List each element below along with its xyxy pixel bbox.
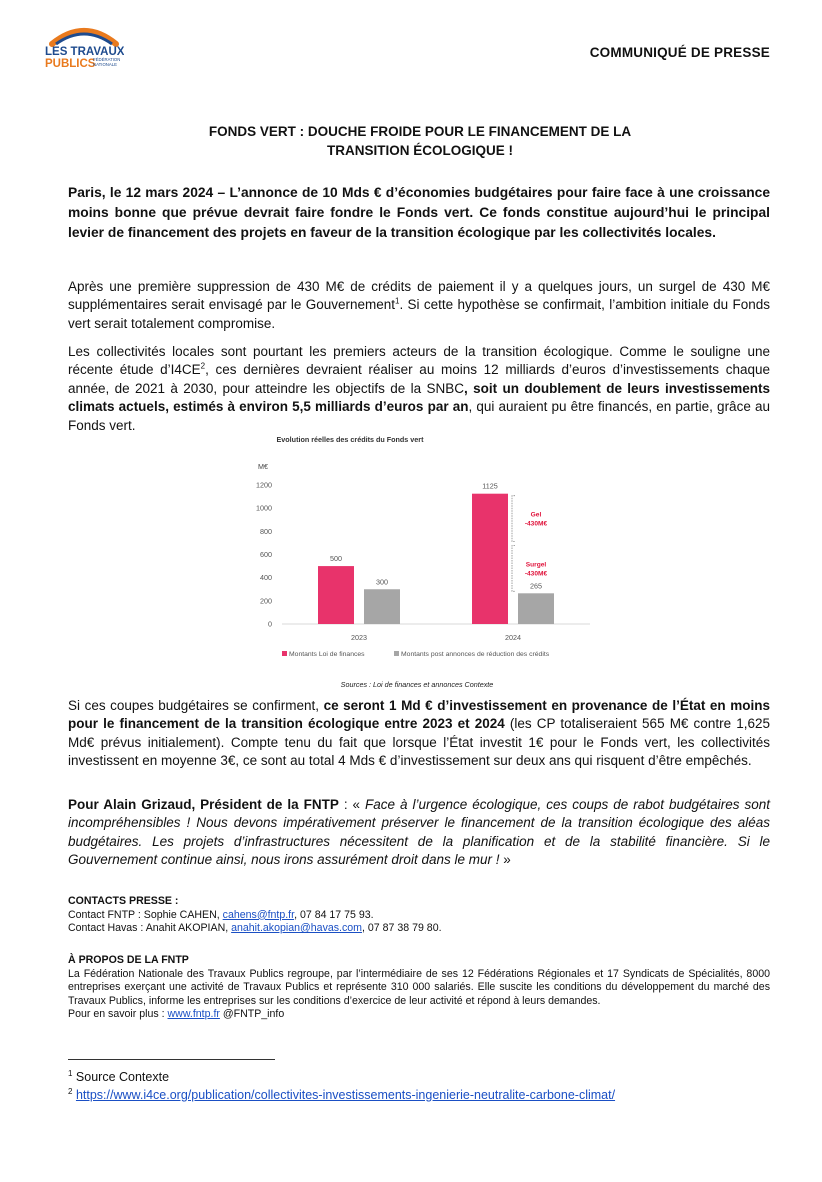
- logo-sub1: FÉDÉRATION: [93, 57, 121, 62]
- contact-fntp-suffix: , 07 84 17 75 93.: [294, 908, 374, 921]
- y-tick-label: 200: [260, 596, 272, 606]
- p3-text-a: Si ces coupes budgétaires se confirment,: [68, 698, 324, 713]
- footnote-1: [68, 1069, 169, 1085]
- footnote-1-number: 1: [68, 1068, 73, 1078]
- fntp-website-link[interactable]: www.fntp.fr: [167, 1008, 220, 1021]
- contact-havas-prefix: Contact Havas : Anahit AKOPIAN,: [68, 922, 232, 935]
- lead-paragraph: Paris, le 12 mars 2024 – L’annonce de 10 Mds € d’économies budgétaires pour faire face à une croissance moins bonne que prévue devrait faire fondre le Fonds vert. Ce fonds constitue aujourd’hui le principal levier de financement des projets en faveur de la transition écologique par les collectivités locales.: [68, 185, 770, 240]
- legend-swatch: [394, 651, 399, 656]
- contact-havas: [68, 922, 770, 936]
- bar-post-reduction-2024: [518, 593, 554, 624]
- about-more: [68, 1008, 770, 1022]
- paragraph-1: [68, 278, 770, 333]
- quote-paragraph: [68, 796, 770, 870]
- title-line1: FONDS VERT : DOUCHE FROIDE POUR LE FINANCEMENT DE LA: [208, 124, 632, 139]
- about-more-prefix: Pour en savoir plus :: [68, 1008, 168, 1021]
- footnote-2-link[interactable]: https://www.i4ce.org/publication/collectivites-investissements-ingenierie-neutralite-carbone-climat/: [75, 1088, 616, 1102]
- footnote-1-text: Source Contexte: [72, 1070, 170, 1084]
- contact-havas-suffix: , 07 87 38 79 80.: [362, 922, 442, 935]
- p4-text-a: : «: [338, 797, 366, 812]
- bar-post-reduction-2023: [364, 589, 400, 624]
- bar-loi-de-finances-2024: [472, 494, 508, 624]
- contacts-heading: CONTACTS PRESSE :: [68, 895, 179, 907]
- footnote-ref-1: 1: [395, 296, 400, 306]
- y-tick-label: 1200: [256, 480, 272, 490]
- y-tick-label: 600: [260, 550, 272, 559]
- paragraph-2: [68, 343, 770, 435]
- fonds-vert-chart: [230, 428, 610, 693]
- footnote-2-number: 2: [68, 1086, 73, 1096]
- y-tick-label: 400: [260, 573, 272, 583]
- about-more-suffix: @FNTP_info: [219, 1008, 285, 1021]
- data-label: 500: [330, 554, 342, 564]
- p2-text-b: , ces dernières devraient réaliser au moins 12 milliards d’euros d’investissements chaque année, de 2021 à 2030, pour atteindre les objectifs de la SNBC: [68, 362, 770, 396]
- contact-havas-email-link[interactable]: anahit.akopian@havas.com: [231, 922, 363, 935]
- page-title: [120, 122, 720, 160]
- data-label: 265: [530, 581, 542, 591]
- legend-swatch: [282, 651, 287, 656]
- paragraph-3: [68, 697, 770, 771]
- data-label: 300: [376, 577, 388, 587]
- data-label: 1125: [482, 481, 498, 491]
- contact-fntp-email-link[interactable]: cahens@fntp.fr: [222, 908, 295, 921]
- x-tick-label: 2024: [505, 633, 521, 642]
- p1-text-b: . Si cette hypothèse se confirmait, l’ambition initiale du Fonds vert serait totalement compromise.: [68, 297, 770, 331]
- logo-line2: PUBLICS: [45, 58, 96, 70]
- contact-fntp: [68, 909, 770, 923]
- y-tick-label: 1000: [256, 503, 272, 513]
- legend-label: Montants post annonces de réduction des crédits: [401, 651, 550, 658]
- chart-title: Evolution réelles des crédits du Fonds vert: [276, 435, 424, 444]
- about-fntp: [68, 954, 770, 1022]
- y-tick-label: 800: [260, 526, 272, 536]
- annotation-bracket: [512, 545, 515, 591]
- p4-bold: Pour Alain Grizaud, Président de la FNTP: [68, 797, 339, 812]
- annotation-bracket: [512, 496, 515, 542]
- footnote-divider: [68, 1059, 275, 1060]
- fntp-logo: [44, 22, 124, 80]
- annotation-value: -430M€: [524, 570, 548, 578]
- bar-loi-de-finances-2023: [318, 566, 354, 624]
- annotation-label: Surgel: [525, 561, 547, 569]
- p2-bold: , soit un doublement de leurs investissements climats actuels, estimés à environ 5,5 milliards d’euros par an: [68, 380, 770, 415]
- p2-text-c: , qui auraient pu être financés, en partie, grâce au Fonds vert.: [68, 399, 770, 433]
- legend-label: Montants Loi de finances: [289, 651, 365, 658]
- y-tick-label: 0: [268, 619, 272, 629]
- annotation-label: Gel: [530, 511, 542, 519]
- logo-sub2: NATIONALE: [93, 62, 118, 67]
- annotation-value: -430M€: [524, 520, 548, 528]
- p2-text-a: Les collectivités locales sont pourtant les premiers acteurs de la transition écologique. Comme le souligne une récente étude d’I4CE: [68, 344, 770, 378]
- p4-text-b: »: [499, 852, 511, 868]
- chart-source: Sources : Loi de finances et annonces Contexte: [340, 680, 494, 689]
- quote-text: Face à l’urgence écologique, ces coups de rabot budgétaires sont incompréhensibles ! Nous devons impérativement préserver le financement de la transition écologique des aléas budgétaires. Les projets d’infrastructures nécessitent de la planification et de la stabilité financière. Si le Gouvernement continue ainsi, nous irons assurément droit dans le mur !: [68, 797, 770, 868]
- footnote-ref-2: 2: [200, 361, 206, 371]
- press-contacts: [68, 895, 770, 936]
- footnote-2: [68, 1087, 615, 1103]
- about-text: La Fédération Nationale des Travaux Publics regroupe, par l’intermédiaire de ses 12 Fédérations Régionales et 17 Syndicats de Spécialités, 8000 entreprises exerçant une activité de Travaux Publics et représente 310 000 salariés. Elle suscite les conditions du développement du marché des Travaux Publics, informe les entreprises sur les conditions d’exercice de leur activité et répond à leurs demandes.: [68, 967, 770, 1007]
- p3-bold: ce seront 1 Md € d’investissement en provenance de l’État en moins pour le financement de la transition écologique entre 2023 et 2024: [68, 698, 771, 732]
- about-heading: À PROPOS DE LA FNTP: [68, 954, 189, 966]
- press-release-label: COMMUNIQUÉ DE PRESSE: [589, 45, 770, 60]
- p1-text-a: Après une première suppression de 430 M€ de crédits de paiement il y a quelques jours, un surgel de 430 M€ supplémentaires serait envisagé par le Gouvernement: [68, 279, 770, 313]
- title-line2: TRANSITION ÉCOLOGIQUE !: [326, 143, 513, 158]
- contact-fntp-prefix: Contact FNTP : Sophie CAHEN,: [68, 908, 223, 921]
- x-tick-label: 2023: [351, 633, 367, 642]
- chart-ylabel: M€: [258, 462, 268, 471]
- p3-text-b: (les CP totaliseraient 565 M€ contre 1,625 Md€ prévus initialement). Compte tenu du fait que lorsque l’État investit 1€ pour le Fonds vert, les collectivités investissent en moyenne 3€, ce sont au total 4 Mds € d’investissement sur deux ans qui risquent d’être empêchés.: [68, 716, 770, 769]
- logo-line1: LES TRAVAUX: [45, 46, 124, 58]
